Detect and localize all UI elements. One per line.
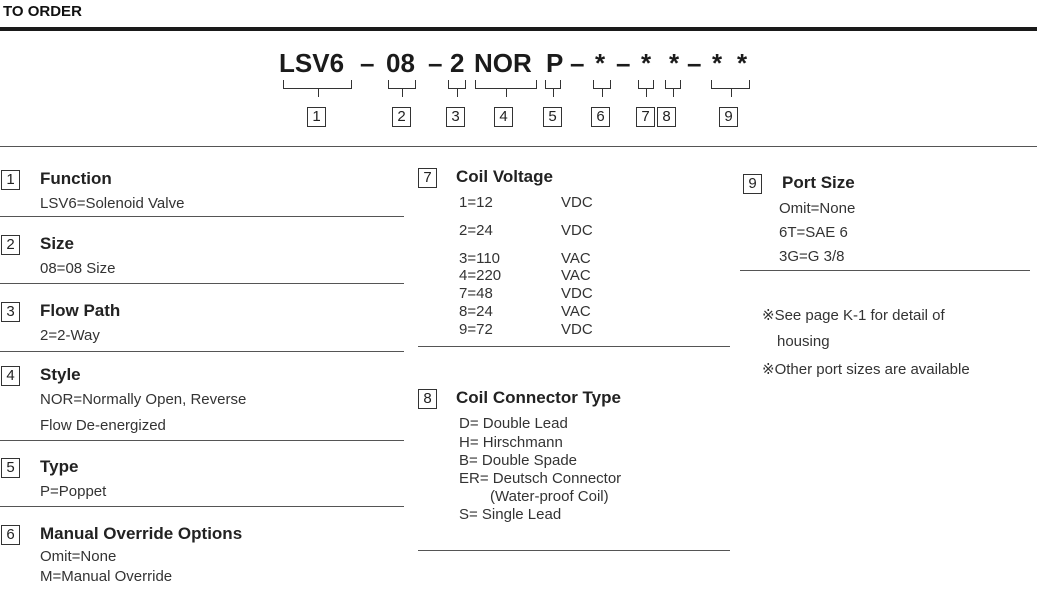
section-title: Size: [40, 234, 75, 253]
option-line: (Water-proof Coil): [490, 488, 609, 505]
code-part-dash: –: [428, 48, 443, 78]
bracket-9: [711, 80, 750, 89]
voltage-unit: VDC: [561, 194, 593, 211]
option-line: 08=08 Size: [40, 260, 116, 277]
section-rule: [740, 270, 1030, 271]
voltage-code: 2=24: [459, 222, 493, 239]
section-title: Flow Path: [40, 301, 121, 320]
bracket-1: [283, 80, 352, 89]
option-line: P=Poppet: [40, 483, 107, 500]
voltage-code: 7=48: [459, 285, 493, 302]
note-line: ※Other port sizes are available: [762, 361, 970, 378]
code-part-type: P: [546, 48, 564, 78]
position-box-7: 7: [636, 107, 655, 127]
code-part-flow: 2: [450, 48, 465, 78]
option-line: Omit=None: [40, 548, 117, 565]
section-number: 2: [1, 235, 20, 255]
section-rule: [0, 506, 404, 507]
code-part-dash: –: [687, 48, 702, 78]
section-number: 6: [1, 525, 20, 545]
note-line: housing: [777, 333, 830, 350]
code-part-dash: –: [616, 48, 631, 78]
section-rule: [0, 283, 404, 284]
option-line: M=Manual Override: [40, 568, 173, 585]
section-number: 1: [1, 170, 20, 190]
note-line: ※See page K-1 for detail of: [762, 307, 945, 324]
option-line: 2=2-Way: [40, 327, 100, 344]
option-line: Flow De-energized: [40, 417, 166, 434]
code-part-dash: –: [360, 48, 375, 78]
option-line: B= Double Spade: [459, 452, 578, 469]
position-box-6: 6: [591, 107, 610, 127]
section-rule: [0, 216, 404, 217]
section-rule: [418, 346, 730, 347]
section-number: 7: [418, 168, 437, 188]
page-heading: TO ORDER: [3, 3, 82, 20]
voltage-code: 1=12: [459, 194, 493, 211]
section-rule: [0, 440, 404, 441]
option-line: Omit=None: [779, 200, 856, 217]
bracket-3: [448, 80, 466, 89]
code-part-star: *: [737, 48, 748, 78]
section-title: Coil Connector Type: [456, 388, 621, 407]
option-line: S= Single Lead: [459, 506, 562, 523]
section-number: 3: [1, 302, 20, 322]
code-part-lsv6: LSV6: [279, 48, 345, 78]
bracket-6: [593, 80, 611, 89]
voltage-unit: VAC: [561, 267, 591, 284]
section-title: Style: [40, 365, 81, 384]
option-line: D= Double Lead: [459, 415, 568, 432]
code-part-star: *: [595, 48, 606, 78]
voltage-code: 9=72: [459, 321, 493, 338]
voltage-unit: VAC: [561, 250, 591, 267]
voltage-unit: VDC: [561, 285, 593, 302]
voltage-code: 3=110: [459, 250, 501, 267]
voltage-unit: VAC: [561, 303, 591, 320]
position-box-2: 2: [392, 107, 411, 127]
code-part-star: *: [641, 48, 652, 78]
section-number: 9: [743, 174, 762, 194]
section-rule: [418, 550, 730, 551]
option-line: ER= Deutsch Connector: [459, 470, 622, 487]
section-number: 4: [1, 366, 20, 386]
code-part-star: *: [669, 48, 680, 78]
position-box-1: 1: [307, 107, 326, 127]
section-title: Port Size: [782, 173, 855, 192]
code-part-dash: –: [570, 48, 585, 78]
position-box-5: 5: [543, 107, 562, 127]
bracket-7: [638, 80, 654, 89]
bracket-2: [388, 80, 416, 89]
option-line: 6T=SAE 6: [779, 224, 848, 241]
voltage-code: 4=220: [459, 267, 502, 284]
position-box-9: 9: [719, 107, 738, 127]
code-part-star: *: [712, 48, 723, 78]
section-title: Manual Override Options: [40, 524, 243, 543]
code-part-style: NOR: [474, 48, 532, 78]
option-line: H= Hirschmann: [459, 434, 563, 451]
section-title: Type: [40, 457, 79, 476]
section-divider: [0, 146, 1037, 147]
option-line: NOR=Normally Open, Reverse: [40, 391, 247, 408]
position-box-4: 4: [494, 107, 513, 127]
section-title: Coil Voltage: [456, 167, 553, 186]
voltage-code: 8=24: [459, 303, 493, 320]
section-title: Function: [40, 169, 112, 188]
option-line: 3G=G 3/8: [779, 248, 845, 265]
code-part-size: 08: [386, 48, 415, 78]
option-line: LSV6=Solenoid Valve: [40, 195, 185, 212]
section-rule: [0, 351, 404, 352]
section-number: 8: [418, 389, 437, 409]
position-box-3: 3: [446, 107, 465, 127]
voltage-unit: VDC: [561, 321, 593, 338]
bracket-5: [545, 80, 561, 89]
voltage-unit: VDC: [561, 222, 593, 239]
position-box-8: 8: [657, 107, 676, 127]
bracket-8: [665, 80, 681, 89]
bracket-4: [475, 80, 537, 89]
section-number: 5: [1, 458, 20, 478]
heading-rule: [0, 27, 1037, 31]
